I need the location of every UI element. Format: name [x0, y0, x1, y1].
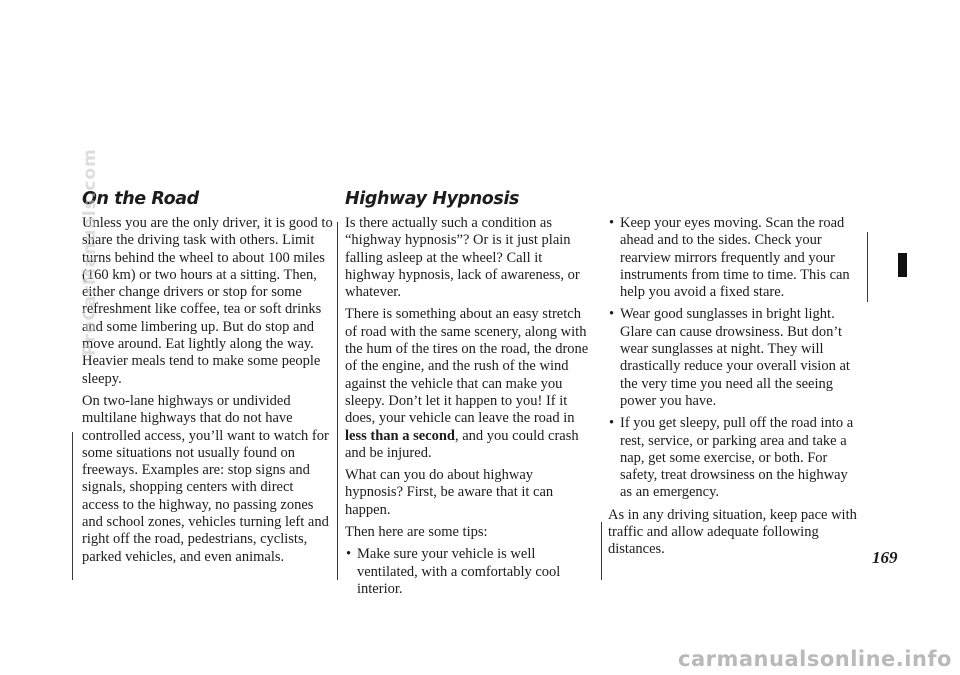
tip-item	[345, 546, 593, 598]
tip-text: Make sure your vehicle is well ventilated, with a comfortably cool interior.	[357, 546, 561, 597]
highway-hypnosis-paragraph-4: Then here are some tips:	[345, 524, 488, 541]
highway-hypnosis-paragraph-3: What can you do about highway hypnosis? First, be aware that it can happen.	[345, 467, 554, 518]
tip-text: Keep your eyes moving. Scan the road ahead and to the sides. Check your rearview mirrors frequently and your instruments from time to time. This can help you avoid a fixed stare.	[620, 215, 850, 301]
tips-continued-section	[608, 215, 858, 564]
closing-paragraph: As in any driving situation, keep pace with traffic and allow adequate following distances.	[608, 506, 857, 558]
bullet-icon: •	[346, 546, 352, 563]
tip-item	[608, 215, 858, 301]
on-the-road-paragraph-2: On two-lane highways or undivided multilane highways that do not have controlled access, you’ll want to watch for some situations not usually found on freeways. Examples are: stop signs and signals, shopping centers with direct access to the highway, no passing zones and school zones, vehicles turning left and right off the road, pedestrians, cyclists, parked vehicles, and even animals.	[82, 392, 329, 565]
tip-item	[608, 415, 858, 501]
on-the-road-heading: On the Road	[82, 189, 199, 209]
on-the-road-section	[80, 148, 334, 571]
watermark-side: ProCarManuals.com	[80, 148, 100, 356]
column-rule-middle	[337, 222, 338, 580]
tip-text: Wear good sunglasses in bright light. Glare can cause drowsiness. But don’t wear sunglasses at night. They will drastically reduce your overall vision at the very time you need all the seeing power you have.	[620, 306, 850, 409]
tip-item	[608, 306, 858, 410]
on-the-road-paragraph-1: Unless you are the only driver, it is good to share the driving task with others. Limit turns behind the wheel to about 100 miles (160 km) or two hours at a sitting. Then, either change drivers or stop for some refreshment like coffee, tea or soft drinks and some limbering up. But do stop and move around. Eat lightly along the way. Heavier meals tend to make some people sleepy.	[82, 215, 333, 387]
highway-hypnosis-section	[345, 188, 593, 598]
tips-list-continued	[608, 215, 858, 502]
watermark-bottom: carmanualsonline.info	[678, 647, 952, 671]
highway-hypnosis-heading: Highway Hypnosis	[345, 189, 520, 209]
bullet-icon: •	[609, 215, 615, 231]
bullet-icon: •	[609, 415, 615, 432]
tip-text: If you get sleepy, pull off the road into a rest, service, or parking area and take a nap, get some exercise, or both. For safety, treat drowsiness on the highway as an emergency.	[620, 415, 854, 501]
emphasis-less-than-a-second: less than a second	[345, 427, 455, 444]
paragraph-2-text-start: There is something about an easy stretch of road with the same scenery, along with the hum of the tires on the road, the drone of the engine, and the rush of the wind against the vehicle that can make you sleepy. Don’t let it happen to you! If it does, your vehicle can leave the road in	[345, 306, 589, 427]
tips-list-start	[345, 546, 593, 598]
column-rule-far-right	[867, 232, 868, 302]
page-number: 169	[872, 548, 898, 567]
highway-hypnosis-paragraph-1: Is there actually such a condition as “highway hypnosis”? Or is it just plain falling asleep at the wheel? Call it highway hypnosis, lack of awareness, or whatever.	[345, 215, 580, 301]
column-rule-left	[72, 432, 73, 580]
highway-hypnosis-paragraph-2	[345, 306, 593, 462]
column-rule-right	[601, 522, 602, 580]
section-tab-marker	[898, 253, 907, 277]
paragraph-2-text-end: , and you could crash and be injured.	[345, 427, 579, 461]
bullet-icon: •	[609, 306, 615, 323]
